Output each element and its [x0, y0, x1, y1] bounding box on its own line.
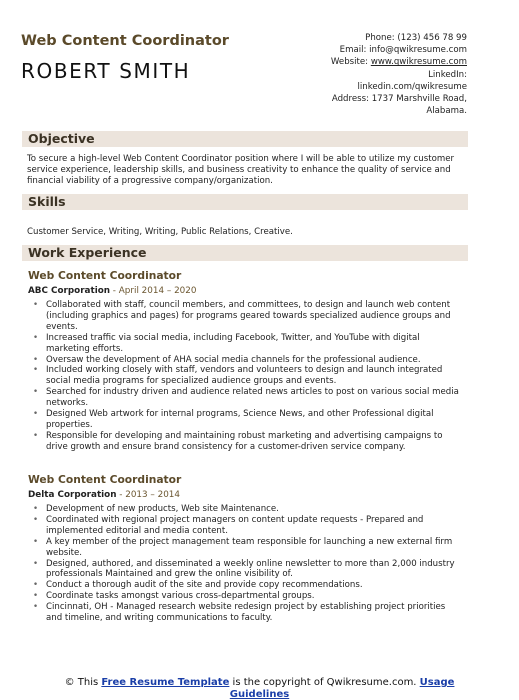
- bullet-icon: •: [33, 580, 38, 591]
- contact-address-line1: Address: 1737 Marshville Road,: [267, 93, 467, 105]
- bullet-text: Development of new products, Web site Maintenance.: [46, 504, 279, 514]
- job-company-line: [28, 490, 180, 500]
- bullet-text: Coordinate tasks amongst various cross-departmental groups.: [46, 591, 314, 601]
- list-item: [32, 365, 462, 387]
- website-label: Website:: [331, 57, 371, 67]
- bullet-icon: •: [33, 300, 38, 311]
- job-bullets: [32, 504, 462, 624]
- bullet-text: A key member of the project management team responsible for launching a new external firm website.: [46, 537, 452, 558]
- job-bullets: [32, 300, 462, 453]
- list-item: [32, 537, 462, 559]
- list-item: [32, 431, 462, 453]
- bullet-icon: •: [33, 559, 38, 570]
- job-title: Web Content Coordinator: [28, 473, 181, 486]
- bullet-icon: •: [33, 537, 38, 548]
- list-item: [32, 409, 462, 431]
- website-link[interactable]: www.qwikresume.com: [371, 57, 467, 67]
- contact-linkedin-label: LinkedIn:: [267, 69, 467, 81]
- contact-block: [267, 32, 467, 117]
- usage-guidelines-link-cont[interactable]: Guidelines: [230, 689, 289, 700]
- job-dates: - April 2014 – 2020: [110, 286, 196, 296]
- copyright-footer: [0, 677, 519, 700]
- list-item: [32, 504, 462, 515]
- bullet-text: Coordinated with regional project managers on content update requests - Prepared and implemented editorial and media content.: [46, 515, 423, 536]
- bullet-text: Searched for industry driven and audience related news articles to post on various social media networks.: [46, 387, 459, 408]
- list-item: [32, 355, 462, 366]
- bullet-text: Designed, authored, and disseminated a weekly online newsletter to more than 2,000 industry professionals Maintained and grew the online visibility of.: [46, 559, 455, 580]
- bullet-text: Oversaw the development of AHA social media channels for the professional audience.: [46, 355, 421, 365]
- bullet-icon: •: [33, 602, 38, 613]
- bullet-text: Collaborated with staff, council members, and committees, to design and launch web content (including graphics and pages) for programs geared towards specialized audience groups and events.: [46, 300, 451, 332]
- bullet-icon: •: [33, 365, 38, 376]
- contact-linkedin-url: linkedin.com/qwikresume: [267, 81, 467, 93]
- skills-heading: Skills: [28, 194, 66, 210]
- list-item: [32, 591, 462, 602]
- job-title: Web Content Coordinator: [28, 269, 181, 282]
- bullet-icon: •: [33, 515, 38, 526]
- contact-phone: Phone: (123) 456 78 99: [267, 32, 467, 44]
- bullet-icon: •: [33, 591, 38, 602]
- bullet-icon: •: [33, 355, 38, 366]
- usage-guidelines-link[interactable]: Usage: [420, 677, 455, 688]
- bullet-text: Conduct a thorough audit of the site and provide copy recommendations.: [46, 580, 363, 590]
- bullet-text: Included working closely with staff, vendors and volunteers to design and launch integrated social media programs for specialized audience groups and events.: [46, 365, 442, 386]
- list-item: [32, 602, 462, 624]
- footer-middle: is the copyright of Qwikresume.com.: [229, 677, 419, 688]
- bullet-text: Cincinnati, OH - Managed research website redesign project by establishing project priorities and timeline, and writing communications to faculty.: [46, 602, 445, 623]
- list-item: [32, 515, 462, 537]
- skills-text: Customer Service, Writing, Writing, Public Relations, Creative.: [27, 227, 467, 238]
- bullet-icon: •: [33, 431, 38, 442]
- header-job-title: Web Content Coordinator: [21, 33, 229, 49]
- list-item: [32, 333, 462, 355]
- bullet-icon: •: [33, 504, 38, 515]
- company-name: ABC Corporation: [28, 286, 110, 296]
- contact-website: [267, 56, 467, 68]
- experience-heading: Work Experience: [28, 245, 147, 261]
- company-name: Delta Corporation: [28, 490, 116, 500]
- bullet-icon: •: [33, 387, 38, 398]
- skills-section-bar: [22, 194, 468, 210]
- contact-email: Email: info@qwikresume.com: [267, 44, 467, 56]
- bullet-icon: •: [33, 333, 38, 344]
- footer-prefix: © This: [65, 677, 102, 688]
- list-item: [32, 580, 462, 591]
- list-item: [32, 300, 462, 333]
- list-item: [32, 387, 462, 409]
- candidate-name: ROBERT SMITH: [21, 59, 190, 83]
- objective-text: To secure a high-level Web Content Coordinator position where I will be able to utilize my customer service experience, leadership skills, and business creativity to enhance the quality of service and financial viability of a progressive company/organization.: [27, 154, 467, 187]
- job-dates: - 2013 – 2014: [116, 490, 180, 500]
- job-company-line: [28, 286, 196, 296]
- free-resume-template-link[interactable]: Free Resume Template: [101, 677, 229, 688]
- bullet-icon: •: [33, 409, 38, 420]
- footer-line2: [0, 689, 519, 700]
- list-item: [32, 559, 462, 581]
- bullet-text: Designed Web artwork for internal programs, Science News, and other Professional digital properties.: [46, 409, 434, 430]
- bullet-text: Increased traffic via social media, including Facebook, Twitter, and YouTube with digital marketing efforts.: [46, 333, 420, 354]
- bullet-text: Responsible for developing and maintaining robust marketing and advertising campaigns to drive growth and ensure brand consistency for a customer-driven service company.: [46, 431, 442, 452]
- objective-heading: Objective: [28, 131, 95, 147]
- contact-address-line2: Alabama.: [267, 105, 467, 117]
